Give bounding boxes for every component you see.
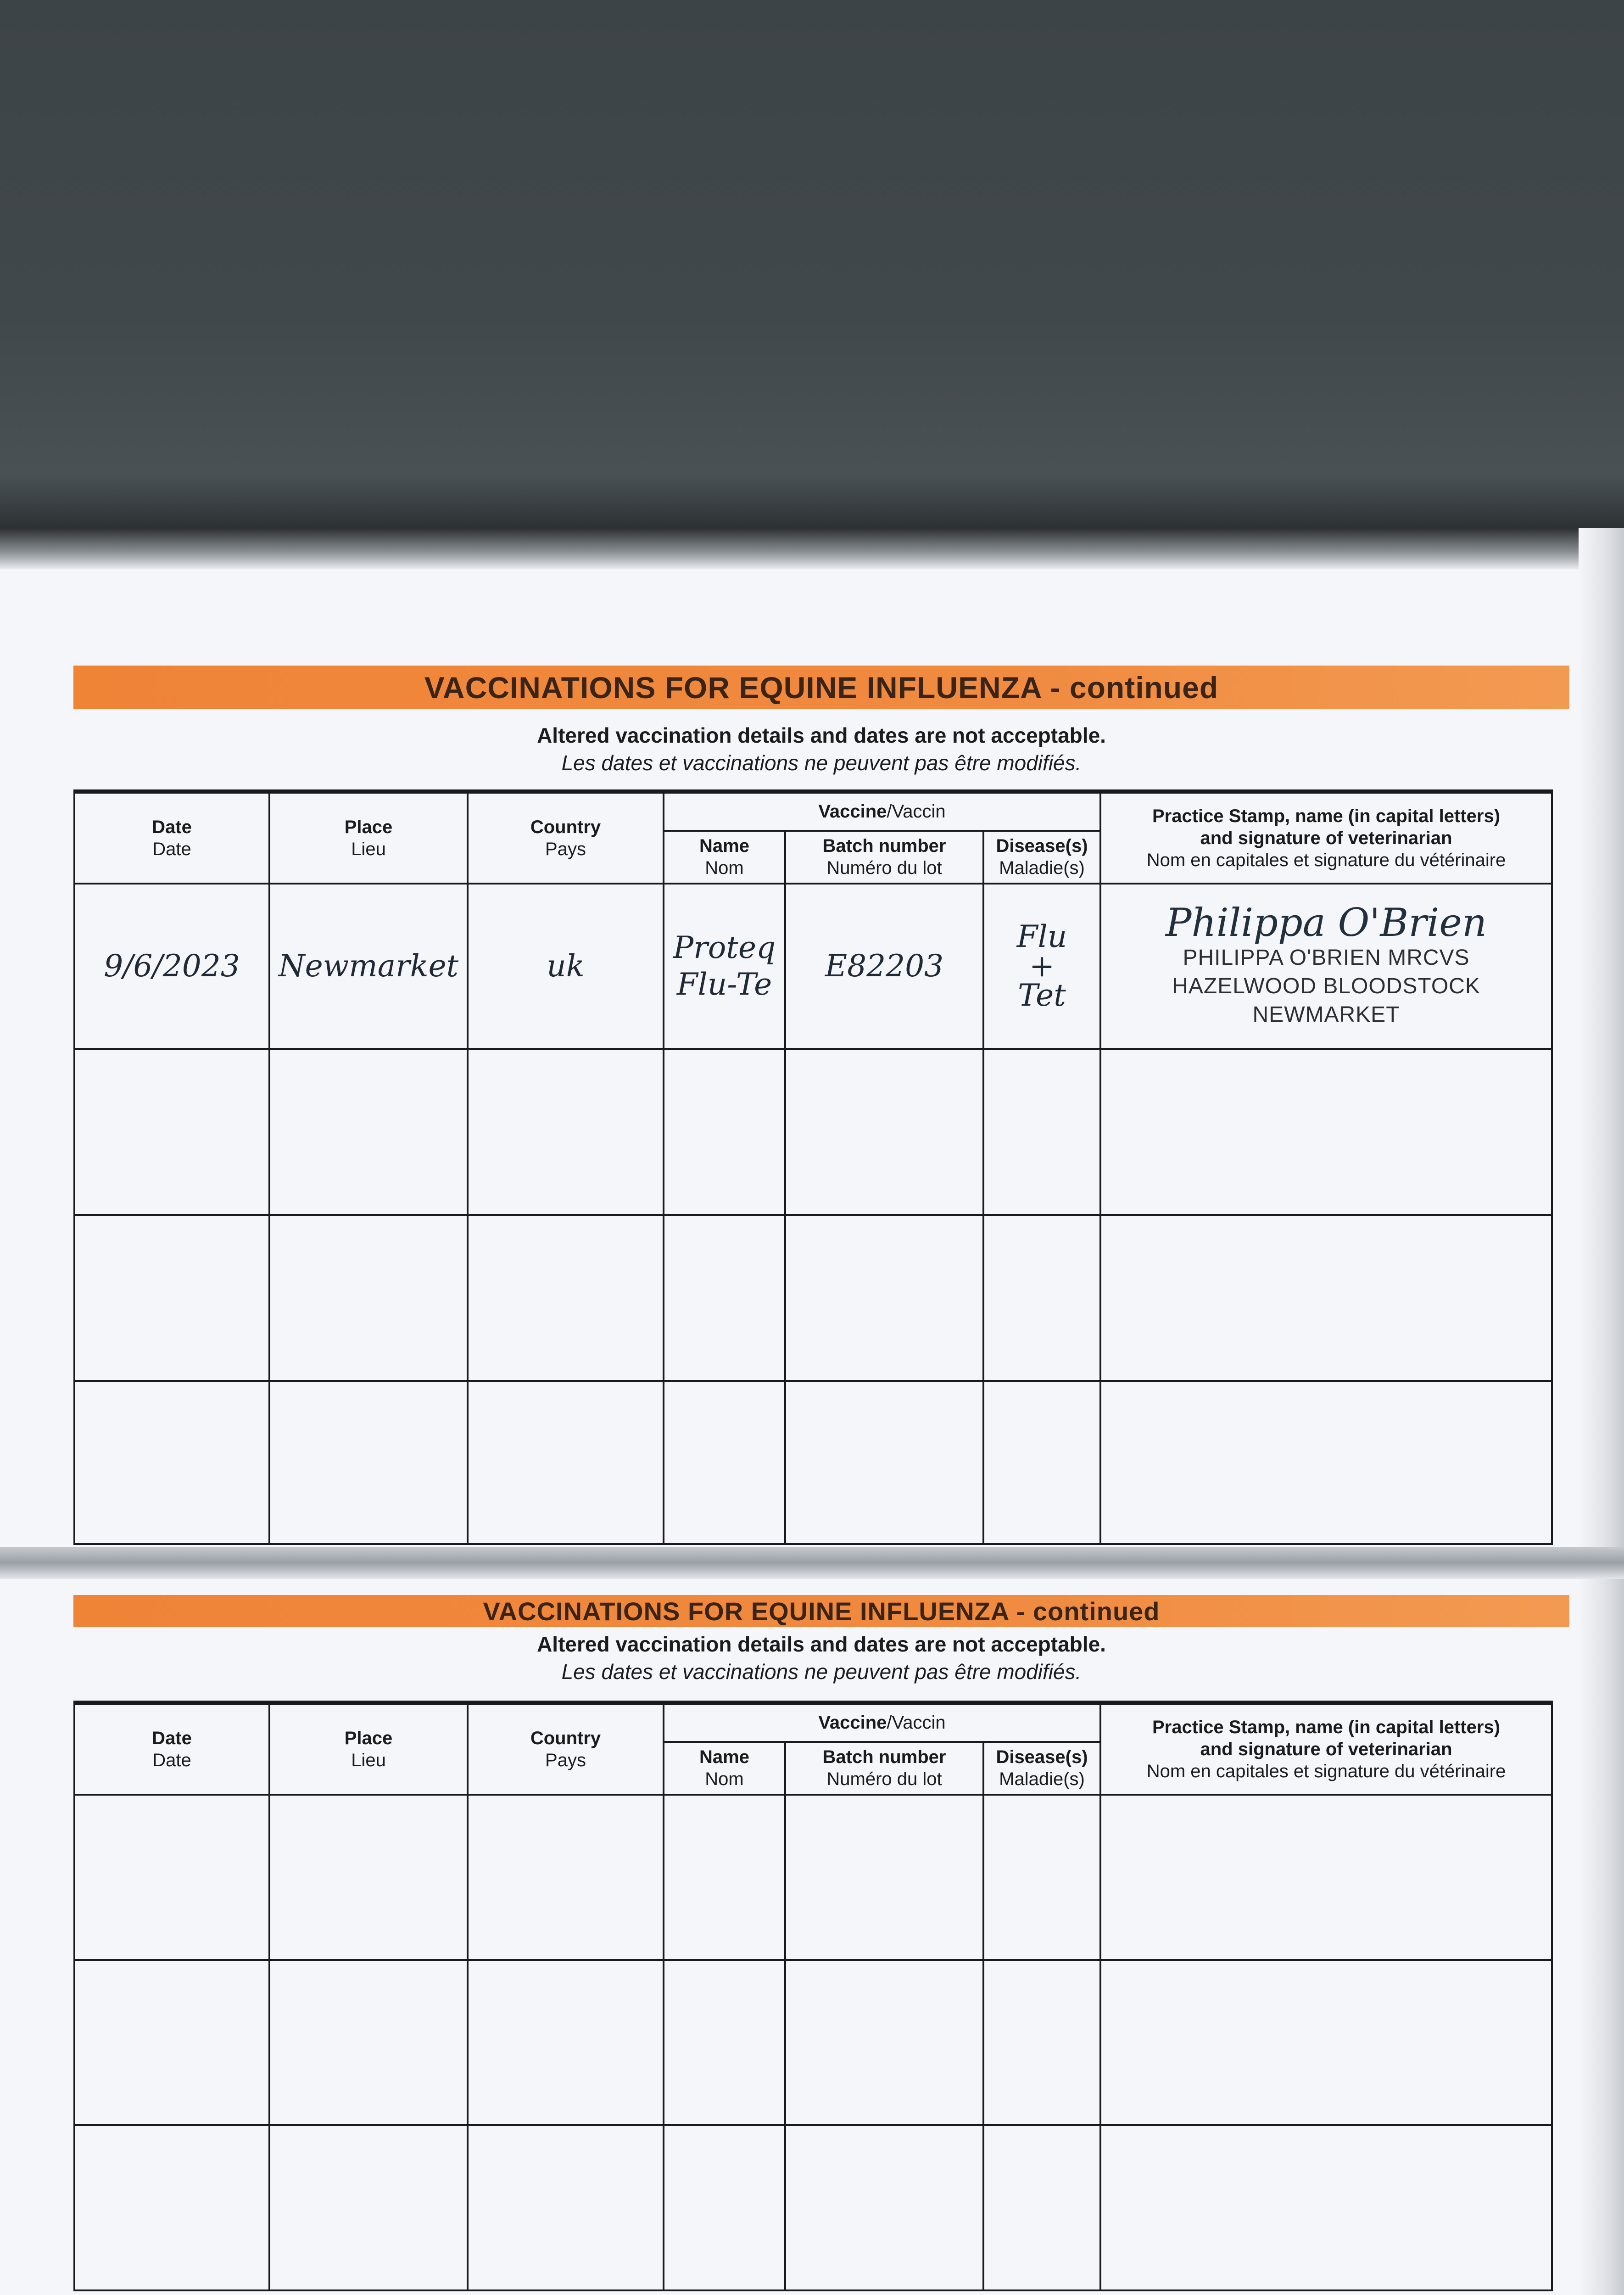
entry-date: 9/6/2023 <box>74 884 269 1049</box>
header-date: Date Date <box>74 792 269 884</box>
notice <box>73 1632 1569 1684</box>
header-batch-number: Batch number Numéro du lot <box>785 1742 983 1795</box>
table-row <box>74 1381 1552 1544</box>
section-banner <box>73 666 1569 709</box>
section-banner <box>73 1595 1569 1627</box>
notice-french: Les dates et vaccinations ne peuvent pas être modifiés. <box>561 751 1082 775</box>
header-date: Date Date <box>74 1703 269 1795</box>
header-country: Country Pays <box>468 1703 664 1795</box>
table-row <box>74 1795 1552 1960</box>
notice <box>73 723 1569 775</box>
header-place: Place Lieu <box>269 792 468 884</box>
table-row <box>74 884 1552 1049</box>
vaccination-table <box>73 789 1553 1545</box>
table-row <box>74 1049 1552 1215</box>
header-country: Country Pays <box>468 792 664 884</box>
header-practice-stamp: Practice Stamp, name (in capital letters) and signature of veterinarian Nom en capitales et signature du vétérinaire <box>1100 792 1552 884</box>
banner-title: VACCINATIONS FOR EQUINE INFLUENZA - continued <box>483 1596 1160 1626</box>
table-row <box>74 1960 1552 2125</box>
vaccination-table <box>73 1701 1553 2291</box>
header-vaccine: Vaccine/Vaccin <box>664 792 1100 831</box>
entry-country: uk <box>468 884 664 1049</box>
notice-english: Altered vaccination details and dates are not acceptable. <box>537 723 1106 747</box>
page-fold <box>0 1547 1624 1579</box>
header-practice-stamp: Practice Stamp, name (in capital letters) and signature of veterinarian Nom en capitales et signature du vétérinaire <box>1100 1703 1552 1795</box>
notice-french: Les dates et vaccinations ne peuvent pas être modifiés. <box>561 1660 1082 1684</box>
entry-practice-stamp: Philippa O'Brien PHILIPPA O'BRIEN MRCVS HAZELWOOD BLOODSTOCK NEWMARKET <box>1100 884 1552 1049</box>
banner-title: VACCINATIONS FOR EQUINE INFLUENZA - continued <box>424 670 1219 705</box>
entry-batch-number: E82203 <box>785 884 983 1049</box>
header-diseases: Disease(s) Maladie(s) <box>983 1742 1100 1795</box>
table-row <box>74 1215 1552 1381</box>
header-place: Place Lieu <box>269 1703 468 1795</box>
page-edge <box>1579 528 1624 2295</box>
header-batch-number: Batch number Numéro du lot <box>785 831 983 884</box>
entry-vaccine-name: Proteq Flu-Te <box>664 884 785 1049</box>
header-vaccine-name: Name Nom <box>664 1742 785 1795</box>
scanner-background <box>0 0 1624 528</box>
veterinarian-signature: Philippa O'Brien <box>1165 900 1487 945</box>
header-vaccine-name: Name Nom <box>664 831 785 884</box>
entry-place: Newmarket <box>269 884 468 1049</box>
table-row <box>74 2125 1552 2290</box>
notice-english: Altered vaccination details and dates are not acceptable. <box>537 1632 1106 1656</box>
header-vaccine: Vaccine/Vaccin <box>664 1703 1100 1742</box>
entry-diseases: Flu + Tet <box>983 884 1100 1049</box>
header-diseases: Disease(s) Maladie(s) <box>983 831 1100 884</box>
